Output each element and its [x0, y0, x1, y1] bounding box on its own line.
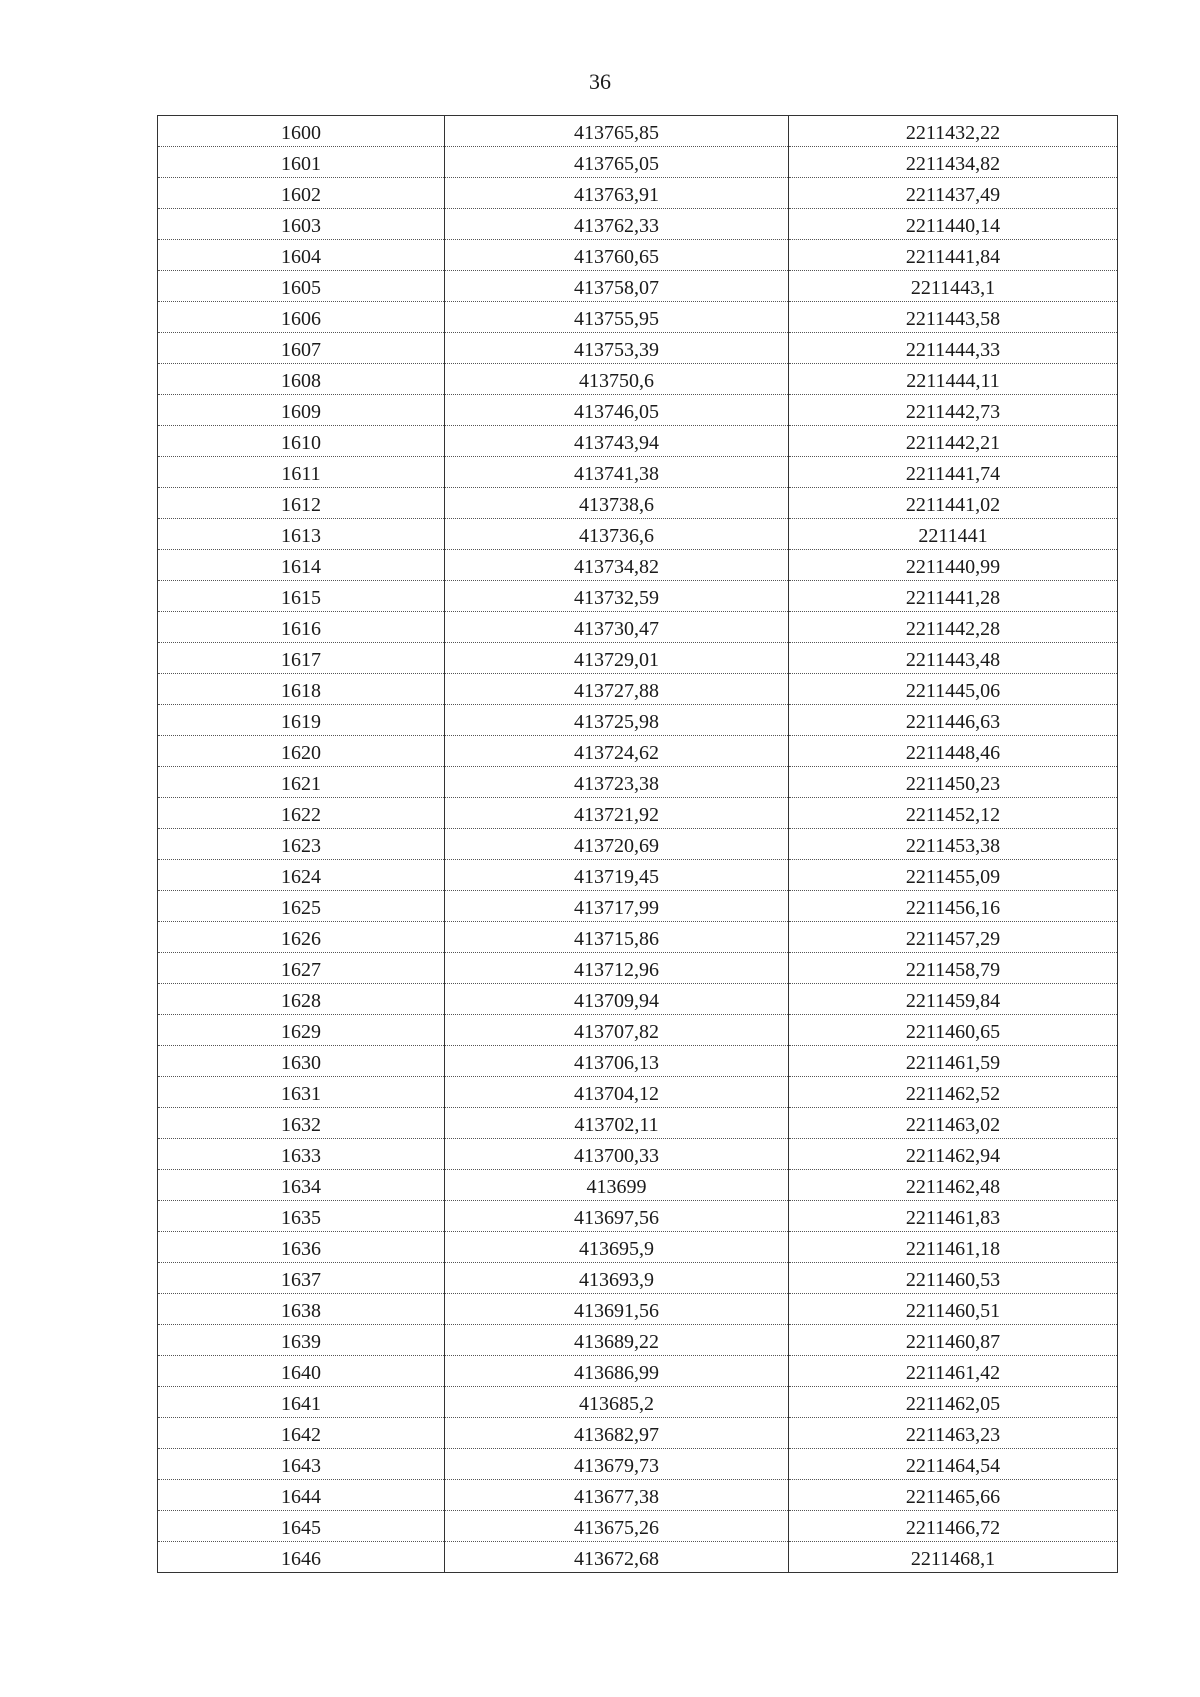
x-coordinate-cell: 413758,07: [445, 271, 789, 302]
y-coordinate-cell: 2211441,74: [789, 457, 1118, 488]
table-row: [158, 798, 1118, 829]
y-coordinate-cell: 2211443,1: [789, 271, 1118, 302]
point-number-cell: 1631: [158, 1077, 445, 1108]
table-row: [158, 612, 1118, 643]
point-number-cell: 1618: [158, 674, 445, 705]
table-row: [158, 333, 1118, 364]
table-row: [158, 1325, 1118, 1356]
point-number-cell: 1610: [158, 426, 445, 457]
y-coordinate-cell: 2211455,09: [789, 860, 1118, 891]
point-number-cell: 1623: [158, 829, 445, 860]
point-number-cell: 1601: [158, 147, 445, 178]
y-coordinate-cell: 2211432,22: [789, 116, 1118, 147]
x-coordinate-cell: 413762,33: [445, 209, 789, 240]
point-number-cell: 1632: [158, 1108, 445, 1139]
y-coordinate-cell: 2211448,46: [789, 736, 1118, 767]
y-coordinate-cell: 2211440,99: [789, 550, 1118, 581]
coordinates-table-body: [158, 116, 1118, 1573]
y-coordinate-cell: 2211437,49: [789, 178, 1118, 209]
point-number-cell: 1629: [158, 1015, 445, 1046]
table-row: [158, 581, 1118, 612]
x-coordinate-cell: 413765,85: [445, 116, 789, 147]
x-coordinate-cell: 413729,01: [445, 643, 789, 674]
x-coordinate-cell: 413727,88: [445, 674, 789, 705]
point-number-cell: 1608: [158, 364, 445, 395]
table-row: [158, 705, 1118, 736]
x-coordinate-cell: 413750,6: [445, 364, 789, 395]
table-row: [158, 767, 1118, 798]
x-coordinate-cell: 413765,05: [445, 147, 789, 178]
table-row: [158, 395, 1118, 426]
x-coordinate-cell: 413712,96: [445, 953, 789, 984]
y-coordinate-cell: 2211461,59: [789, 1046, 1118, 1077]
x-coordinate-cell: 413734,82: [445, 550, 789, 581]
y-coordinate-cell: 2211459,84: [789, 984, 1118, 1015]
point-number-cell: 1641: [158, 1387, 445, 1418]
x-coordinate-cell: 413738,6: [445, 488, 789, 519]
y-coordinate-cell: 2211458,79: [789, 953, 1118, 984]
x-coordinate-cell: 413689,22: [445, 1325, 789, 1356]
y-coordinate-cell: 2211441,02: [789, 488, 1118, 519]
x-coordinate-cell: 413699: [445, 1170, 789, 1201]
table-row: [158, 1263, 1118, 1294]
y-coordinate-cell: 2211462,94: [789, 1139, 1118, 1170]
table-row: [158, 426, 1118, 457]
x-coordinate-cell: 413741,38: [445, 457, 789, 488]
y-coordinate-cell: 2211441,84: [789, 240, 1118, 271]
y-coordinate-cell: 2211462,48: [789, 1170, 1118, 1201]
point-number-cell: 1602: [158, 178, 445, 209]
table-row: [158, 1542, 1118, 1573]
y-coordinate-cell: 2211442,28: [789, 612, 1118, 643]
x-coordinate-cell: 413672,68: [445, 1542, 789, 1573]
x-coordinate-cell: 413730,47: [445, 612, 789, 643]
point-number-cell: 1636: [158, 1232, 445, 1263]
y-coordinate-cell: 2211442,21: [789, 426, 1118, 457]
point-number-cell: 1604: [158, 240, 445, 271]
y-coordinate-cell: 2211460,65: [789, 1015, 1118, 1046]
y-coordinate-cell: 2211445,06: [789, 674, 1118, 705]
point-number-cell: 1642: [158, 1418, 445, 1449]
table-row: [158, 953, 1118, 984]
x-coordinate-cell: 413720,69: [445, 829, 789, 860]
y-coordinate-cell: 2211444,11: [789, 364, 1118, 395]
point-number-cell: 1622: [158, 798, 445, 829]
table-row: [158, 271, 1118, 302]
y-coordinate-cell: 2211450,23: [789, 767, 1118, 798]
x-coordinate-cell: 413753,39: [445, 333, 789, 364]
y-coordinate-cell: 2211461,18: [789, 1232, 1118, 1263]
point-number-cell: 1614: [158, 550, 445, 581]
x-coordinate-cell: 413724,62: [445, 736, 789, 767]
point-number-cell: 1613: [158, 519, 445, 550]
point-number-cell: 1620: [158, 736, 445, 767]
y-coordinate-cell: 2211443,48: [789, 643, 1118, 674]
x-coordinate-cell: 413706,13: [445, 1046, 789, 1077]
point-number-cell: 1619: [158, 705, 445, 736]
x-coordinate-cell: 413691,56: [445, 1294, 789, 1325]
y-coordinate-cell: 2211464,54: [789, 1449, 1118, 1480]
y-coordinate-cell: 2211452,12: [789, 798, 1118, 829]
point-number-cell: 1633: [158, 1139, 445, 1170]
table-row: [158, 364, 1118, 395]
table-row: [158, 240, 1118, 271]
point-number-cell: 1616: [158, 612, 445, 643]
x-coordinate-cell: 413695,9: [445, 1232, 789, 1263]
y-coordinate-cell: 2211442,73: [789, 395, 1118, 426]
y-coordinate-cell: 2211465,66: [789, 1480, 1118, 1511]
table-row: [158, 178, 1118, 209]
x-coordinate-cell: 413682,97: [445, 1418, 789, 1449]
table-row: [158, 1294, 1118, 1325]
y-coordinate-cell: 2211466,72: [789, 1511, 1118, 1542]
table-row: [158, 1108, 1118, 1139]
table-row: [158, 860, 1118, 891]
table-row: [158, 922, 1118, 953]
x-coordinate-cell: 413723,38: [445, 767, 789, 798]
y-coordinate-cell: 2211468,1: [789, 1542, 1118, 1573]
y-coordinate-cell: 2211456,16: [789, 891, 1118, 922]
x-coordinate-cell: 413704,12: [445, 1077, 789, 1108]
x-coordinate-cell: 413707,82: [445, 1015, 789, 1046]
point-number-cell: 1626: [158, 922, 445, 953]
point-number-cell: 1646: [158, 1542, 445, 1573]
table-row: [158, 1046, 1118, 1077]
point-number-cell: 1615: [158, 581, 445, 612]
x-coordinate-cell: 413700,33: [445, 1139, 789, 1170]
x-coordinate-cell: 413679,73: [445, 1449, 789, 1480]
point-number-cell: 1638: [158, 1294, 445, 1325]
y-coordinate-cell: 2211462,05: [789, 1387, 1118, 1418]
point-number-cell: 1639: [158, 1325, 445, 1356]
point-number-cell: 1607: [158, 333, 445, 364]
x-coordinate-cell: 413755,95: [445, 302, 789, 333]
table-row: [158, 1015, 1118, 1046]
y-coordinate-cell: 2211462,52: [789, 1077, 1118, 1108]
table-row: [158, 550, 1118, 581]
table-row: [158, 1232, 1118, 1263]
table-row: [158, 736, 1118, 767]
table-row: [158, 643, 1118, 674]
x-coordinate-cell: 413677,38: [445, 1480, 789, 1511]
point-number-cell: 1645: [158, 1511, 445, 1542]
table-row: [158, 116, 1118, 147]
y-coordinate-cell: 2211463,23: [789, 1418, 1118, 1449]
point-number-cell: 1609: [158, 395, 445, 426]
x-coordinate-cell: 413685,2: [445, 1387, 789, 1418]
point-number-cell: 1624: [158, 860, 445, 891]
point-number-cell: 1600: [158, 116, 445, 147]
coordinates-table: [157, 115, 1118, 1573]
y-coordinate-cell: 2211440,14: [789, 209, 1118, 240]
x-coordinate-cell: 413725,98: [445, 705, 789, 736]
x-coordinate-cell: 413675,26: [445, 1511, 789, 1542]
table-row: [158, 1480, 1118, 1511]
x-coordinate-cell: 413736,6: [445, 519, 789, 550]
y-coordinate-cell: 2211441: [789, 519, 1118, 550]
table-row: [158, 984, 1118, 1015]
point-number-cell: 1606: [158, 302, 445, 333]
table-row: [158, 209, 1118, 240]
table-row: [158, 1170, 1118, 1201]
table-row: [158, 891, 1118, 922]
y-coordinate-cell: 2211443,58: [789, 302, 1118, 333]
y-coordinate-cell: 2211460,51: [789, 1294, 1118, 1325]
point-number-cell: 1640: [158, 1356, 445, 1387]
point-number-cell: 1628: [158, 984, 445, 1015]
y-coordinate-cell: 2211441,28: [789, 581, 1118, 612]
point-number-cell: 1617: [158, 643, 445, 674]
point-number-cell: 1605: [158, 271, 445, 302]
point-number-cell: 1630: [158, 1046, 445, 1077]
table-row: [158, 1418, 1118, 1449]
y-coordinate-cell: 2211460,53: [789, 1263, 1118, 1294]
x-coordinate-cell: 413746,05: [445, 395, 789, 426]
x-coordinate-cell: 413760,65: [445, 240, 789, 271]
x-coordinate-cell: 413697,56: [445, 1201, 789, 1232]
x-coordinate-cell: 413717,99: [445, 891, 789, 922]
x-coordinate-cell: 413719,45: [445, 860, 789, 891]
table-row: [158, 488, 1118, 519]
table-row: [158, 302, 1118, 333]
table-row: [158, 1387, 1118, 1418]
page-number: 36: [589, 69, 611, 94]
point-number-cell: 1612: [158, 488, 445, 519]
table-row: [158, 829, 1118, 860]
point-number-cell: 1621: [158, 767, 445, 798]
table-row: [158, 519, 1118, 550]
x-coordinate-cell: 413721,92: [445, 798, 789, 829]
y-coordinate-cell: 2211444,33: [789, 333, 1118, 364]
point-number-cell: 1603: [158, 209, 445, 240]
table-row: [158, 147, 1118, 178]
x-coordinate-cell: 413715,86: [445, 922, 789, 953]
x-coordinate-cell: 413693,9: [445, 1263, 789, 1294]
point-number-cell: 1625: [158, 891, 445, 922]
point-number-cell: 1643: [158, 1449, 445, 1480]
table-row: [158, 1511, 1118, 1542]
x-coordinate-cell: 413702,11: [445, 1108, 789, 1139]
table-row: [158, 1449, 1118, 1480]
table-row: [158, 1077, 1118, 1108]
y-coordinate-cell: 2211460,87: [789, 1325, 1118, 1356]
point-number-cell: 1637: [158, 1263, 445, 1294]
y-coordinate-cell: 2211453,38: [789, 829, 1118, 860]
table-row: [158, 1139, 1118, 1170]
point-number-cell: 1627: [158, 953, 445, 984]
point-number-cell: 1644: [158, 1480, 445, 1511]
y-coordinate-cell: 2211434,82: [789, 147, 1118, 178]
y-coordinate-cell: 2211457,29: [789, 922, 1118, 953]
x-coordinate-cell: 413763,91: [445, 178, 789, 209]
x-coordinate-cell: 413686,99: [445, 1356, 789, 1387]
table-row: [158, 1356, 1118, 1387]
y-coordinate-cell: 2211446,63: [789, 705, 1118, 736]
table-row: [158, 674, 1118, 705]
x-coordinate-cell: 413709,94: [445, 984, 789, 1015]
y-coordinate-cell: 2211461,83: [789, 1201, 1118, 1232]
x-coordinate-cell: 413732,59: [445, 581, 789, 612]
table-row: [158, 457, 1118, 488]
point-number-cell: 1635: [158, 1201, 445, 1232]
point-number-cell: 1634: [158, 1170, 445, 1201]
table-row: [158, 1201, 1118, 1232]
point-number-cell: 1611: [158, 457, 445, 488]
y-coordinate-cell: 2211463,02: [789, 1108, 1118, 1139]
y-coordinate-cell: 2211461,42: [789, 1356, 1118, 1387]
x-coordinate-cell: 413743,94: [445, 426, 789, 457]
